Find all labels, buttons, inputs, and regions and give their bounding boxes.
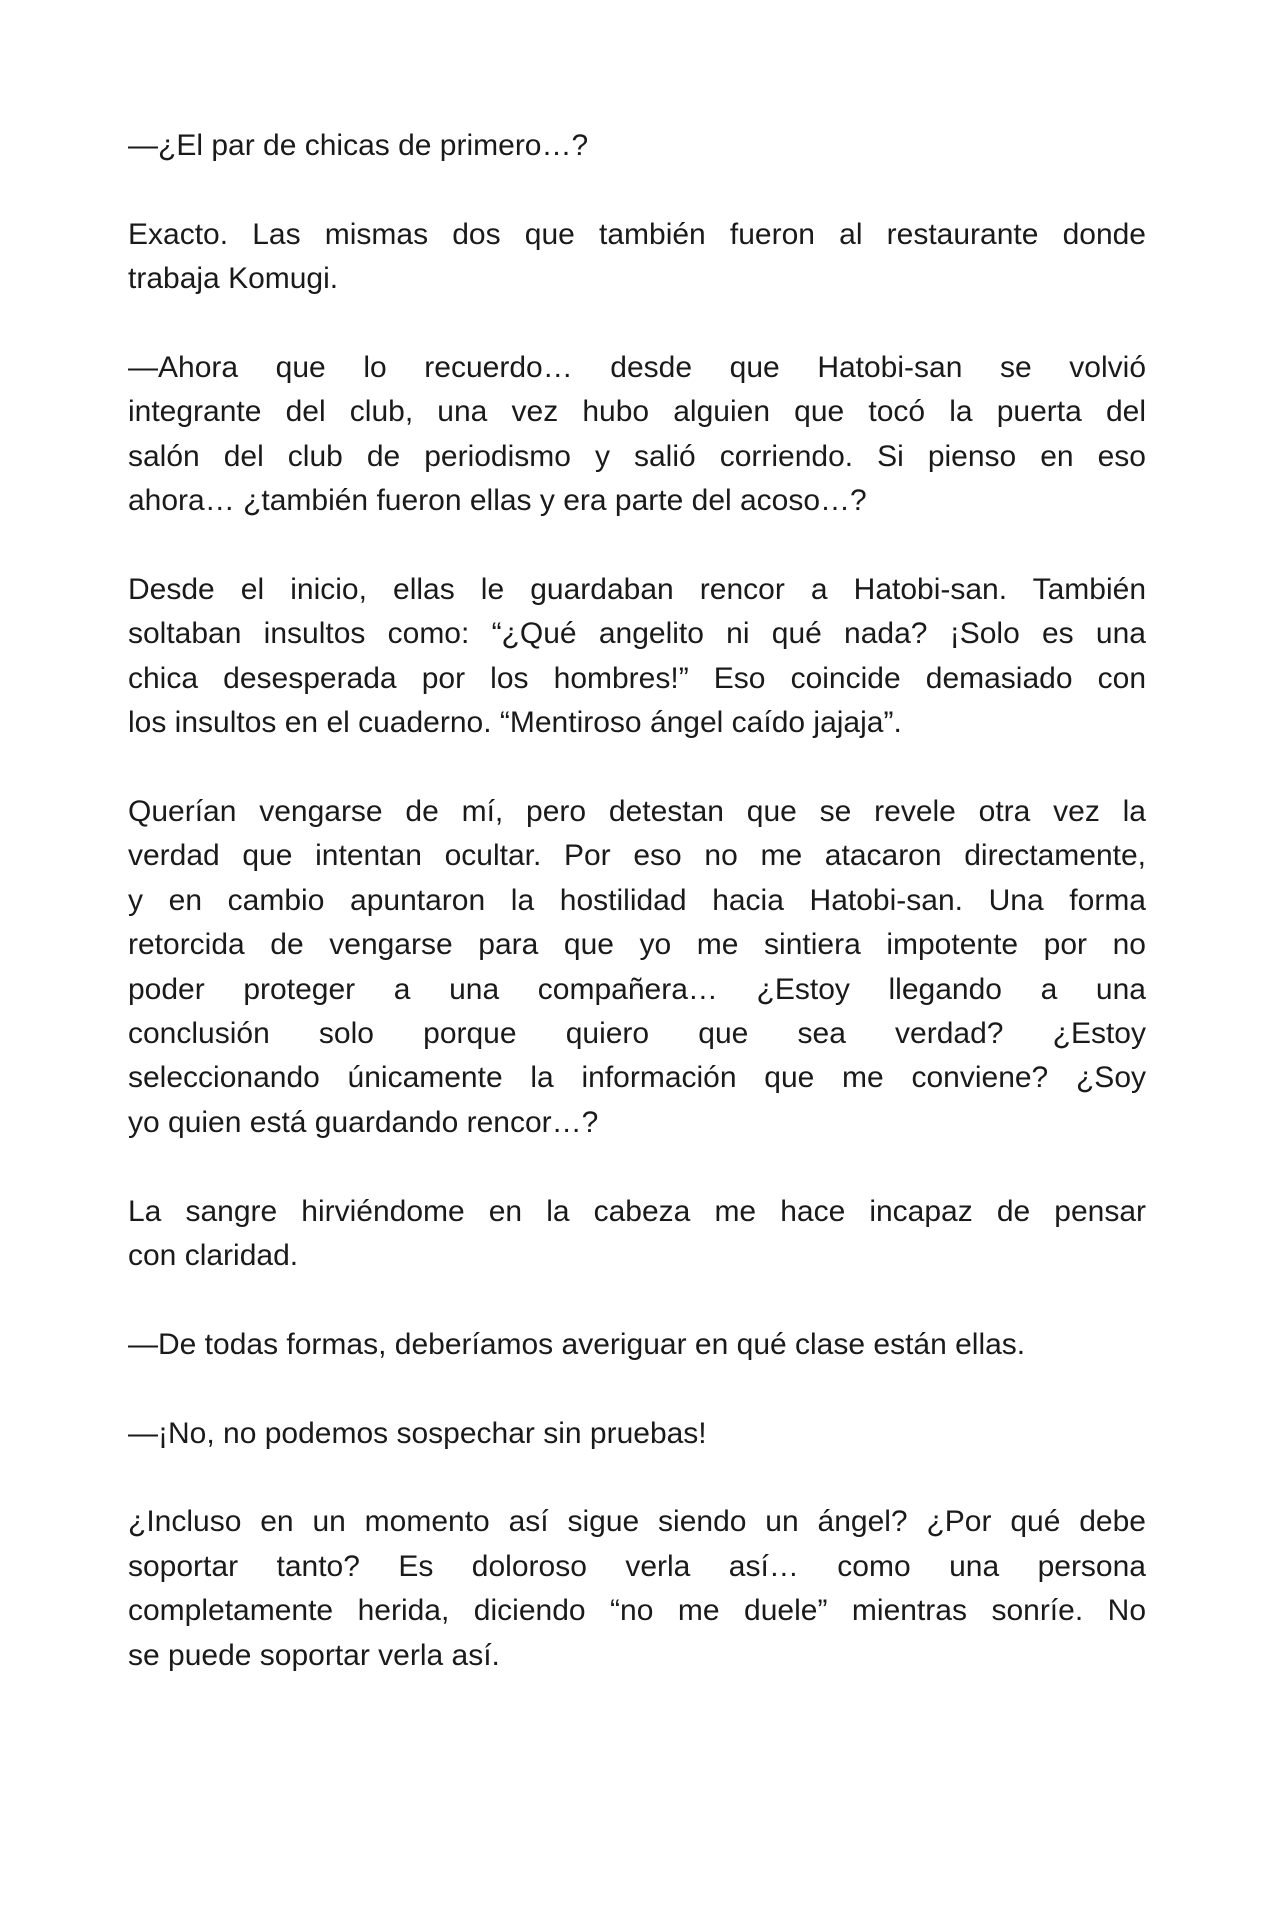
text-line: Desde el inicio, ellas le guardaban rencor a Hatobi-san. También [128, 573, 1146, 607]
text-line: yo quien está guardando rencor…? [128, 1105, 599, 1139]
paragraph [128, 124, 1146, 168]
text-line: soltaban insultos como: “¿Qué angelito ni qué nada? ¡Solo es una [128, 617, 1146, 651]
text-line: conclusión solo porque quiero que sea verdad? ¿Estoy [128, 1017, 1146, 1051]
text-line: y en cambio apuntaron la hostilidad hacia Hatobi-san. Una forma [128, 883, 1146, 917]
text-line: poder proteger a una compañera… ¿Estoy llegando a una [128, 972, 1146, 1006]
text-line: Exacto. Las mismas dos que también fueron al restaurante donde [128, 217, 1146, 251]
text-line: La sangre hirviéndome en la cabeza me hace incapaz de pensar [128, 1194, 1146, 1228]
text-line: trabaja Komugi. [128, 262, 339, 296]
text-line: los insultos en el cuaderno. “Mentiroso ángel caído jajaja”. [128, 706, 902, 740]
text-line: verdad que intentan ocultar. Por eso no me atacaron directamente, [128, 839, 1146, 873]
paragraph [128, 213, 1146, 302]
paragraph [128, 346, 1146, 524]
text-line: —¿El par de chicas de primero…? [128, 129, 589, 162]
text-line: retorcida de vengarse para que yo me sintiera impotente por no [128, 928, 1146, 962]
text-line: —De todas formas, deberíamos averiguar en qué clase están ellas. [128, 1327, 1026, 1361]
paragraph [128, 1412, 1146, 1456]
paragraph [128, 790, 1146, 1145]
paragraph [128, 1500, 1146, 1678]
paragraph [128, 1190, 1146, 1279]
text-line: Querían vengarse de mí, pero detestan que se revele otra vez la [128, 795, 1146, 829]
paragraph [128, 1323, 1146, 1367]
paragraph [128, 568, 1146, 746]
text-line: chica desesperada por los hombres!” Eso coincide demasiado con [128, 661, 1146, 695]
text-line: salón del club de periodismo y salió corriendo. Si pienso en eso [128, 439, 1146, 473]
text-line: integrante del club, una vez hubo alguien que tocó la puerta del [128, 395, 1146, 429]
document-page [128, 124, 1146, 1722]
text-line: ahora… ¿también fueron ellas y era parte del acoso…? [128, 484, 867, 518]
text-line: completamente herida, diciendo “no me duele” mientras sonríe. No [128, 1594, 1146, 1628]
text-line: soportar tanto? Es doloroso verla así… como una persona [128, 1549, 1146, 1583]
text-line: ¿Incluso en un momento así sigue siendo un ángel? ¿Por qué debe [128, 1505, 1146, 1539]
text-line: seleccionando únicamente la información que me conviene? ¿Soy [128, 1061, 1146, 1095]
text-line: —Ahora que lo recuerdo… desde que Hatobi-san se volvió [128, 351, 1146, 384]
text-line: se puede soportar verla así. [128, 1638, 500, 1672]
text-line: con claridad. [128, 1239, 299, 1273]
text-line: —¡No, no podemos sospechar sin pruebas! [128, 1416, 707, 1450]
